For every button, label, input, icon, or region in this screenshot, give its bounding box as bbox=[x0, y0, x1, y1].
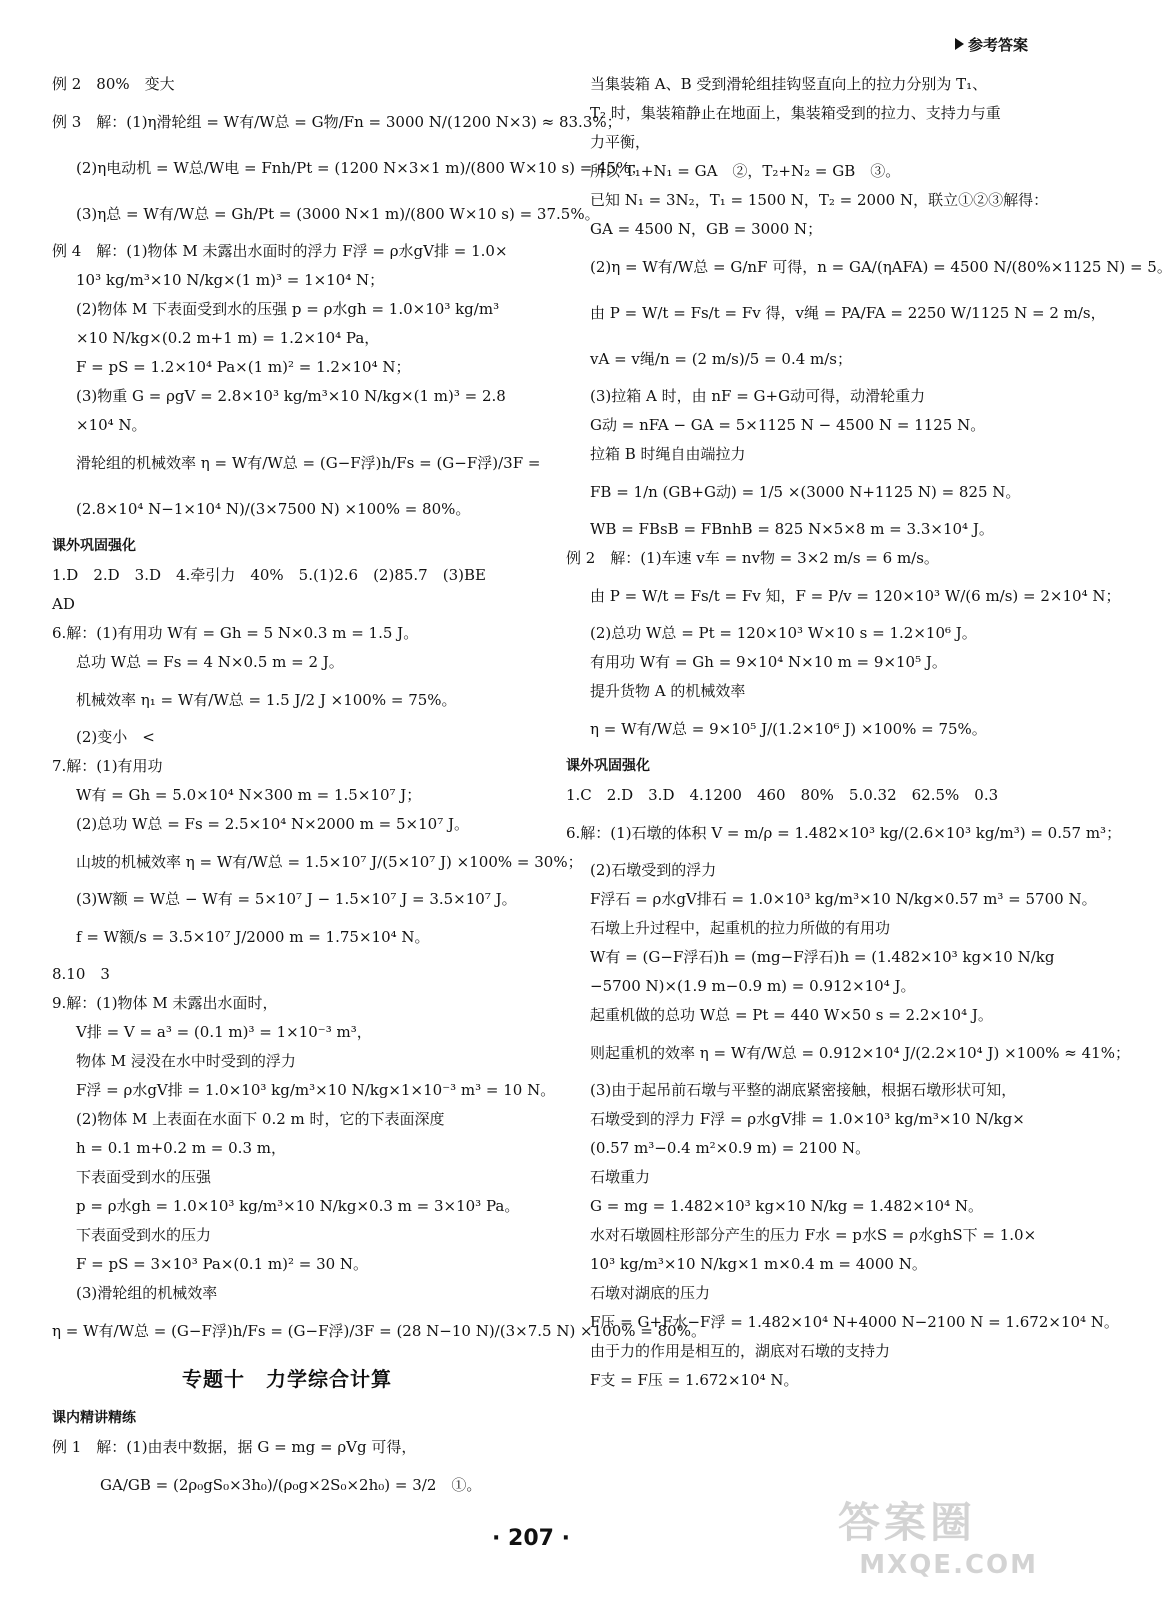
text-line: 提升货物 A 的机械效率 bbox=[590, 682, 746, 700]
text-line: 10³ kg/m³×10 N/kg×(1 m)³ = 1×10⁴ N； bbox=[76, 271, 385, 289]
text-line: 课内精讲精练 bbox=[52, 1410, 136, 1426]
text-line: 由 P = W/t = Fs/t = Fv 得，v绳 = PA/FA = 2250 W/1125 N = 2 m/s， bbox=[590, 304, 1106, 322]
text-line: G = mg = 1.482×10³ kg×10 N/kg = 1.482×10⁴ N。 bbox=[590, 1197, 983, 1215]
text-line: W有 = (G−F浮石)h = (mg−F浮石)h = (1.482×10³ kg×10 N/kg bbox=[590, 948, 1055, 966]
watermark-text-top: 答案圈 bbox=[838, 1498, 977, 1547]
text-line: (2)物体 M 上表面在水面下 0.2 m 时，它的下表面深度 bbox=[76, 1110, 445, 1128]
text-line: V排 = V = a³ = (0.1 m)³ = 1×10⁻³ m³， bbox=[76, 1023, 372, 1041]
text-line: 10³ kg/m³×10 N/kg×1 m×0.4 m = 4000 N。 bbox=[590, 1255, 927, 1273]
text-line: 例 4 解：(1)物体 M 未露出水面时的浮力 F浮 = ρ水gV排 = 1.0× bbox=[52, 242, 508, 260]
text-line: 石墩对湖底的压力 bbox=[590, 1284, 711, 1302]
text-line: T₂ 时，集装箱静止在地面上，集装箱受到的拉力、支持力与重 bbox=[590, 104, 1001, 122]
text-line: (3)拉箱 A 时，由 nF = G+G动可得，动滑轮重力 bbox=[590, 387, 926, 405]
text-line: GA = 4500 N，GB = 3000 N； bbox=[590, 220, 823, 238]
text-line: 由于力的作用是相互的，湖底对石墩的支持力 bbox=[590, 1342, 891, 1360]
text-line: (2)η = W有/W总 = G/nF 可得，n = GA/(ηAFA) = 4500 N/(80%×1125 N) = 5。 bbox=[590, 258, 1172, 276]
text-line: 例 3 解：(1)η滑轮组 = W有/W总 = G物/Fn = 3000 N/(1200 N×3) ≈ 83.3%； bbox=[52, 113, 622, 131]
watermark-text-bottom: MXQE.COM bbox=[859, 1550, 1038, 1580]
text-line: (2)总功 W总 = Pt = 120×10³ W×10 s = 1.2×10⁶ J。 bbox=[590, 624, 977, 642]
text-line: 山坡的机械效率 η = W有/W总 = 1.5×10⁷ J/(5×10⁷ J) ×100% = 30%； bbox=[76, 853, 583, 871]
text-line: (3)滑轮组的机械效率 bbox=[76, 1284, 218, 1302]
text-line: 机械效率 η₁ = W有/W总 = 1.5 J/2 J ×100% = 75%。 bbox=[76, 691, 457, 709]
text-line: η = W有/W总 = 9×10⁵ J/(1.2×10⁶ J) ×100% = 75%。 bbox=[590, 720, 987, 738]
text-line: 1.D 2.D 3.D 4.牵引力 40% 5.(1)2.6 (2)85.7 (3)BE bbox=[52, 566, 486, 584]
text-line: 例 2 80% 变大 bbox=[52, 75, 175, 93]
text-line: 下表面受到水的压强 bbox=[76, 1168, 212, 1186]
text-line: F支 = F压 = 1.672×10⁴ N。 bbox=[590, 1371, 799, 1389]
text-line: p = ρ水gh = 1.0×10³ kg/m³×10 N/kg×0.3 m = 3×10³ Pa。 bbox=[76, 1197, 520, 1215]
text-line: 7.解：(1)有用功 bbox=[52, 757, 163, 775]
text-line: (3)由于起吊前石墩与平整的湖底紧密接触，根据石墩形状可知， bbox=[590, 1081, 1017, 1099]
text-line: 6.解：(1)有用功 W有 = Gh = 5 N×0.3 m = 1.5 J。 bbox=[52, 624, 419, 642]
page-number: · 207 · bbox=[492, 1526, 570, 1551]
text-line: 总功 W总 = Fs = 4 N×0.5 m = 2 J。 bbox=[76, 653, 344, 671]
header-label-container bbox=[955, 34, 1028, 55]
right-lines bbox=[566, 70, 1172, 1395]
text-line: 拉箱 B 时绳自由端拉力 bbox=[590, 445, 746, 463]
text-line: (2)η电动机 = W总/W电 = Fnh/Pt = (1200 N×3×1 m)/(800 W×10 s) = 45%； bbox=[76, 159, 646, 177]
text-line: 6.解：(1)石墩的体积 V = m/ρ = 1.482×10³ kg/(2.6×10³ kg/m³) = 0.57 m³； bbox=[566, 824, 1122, 842]
text-line: 石墩上升过程中，起重机的拉力所做的有用功 bbox=[590, 919, 891, 937]
text-line: AD bbox=[52, 595, 75, 613]
watermark-logo bbox=[838, 1490, 1038, 1590]
text-line: (3)物重 G = ρgV = 2.8×10³ kg/m³×10 N/kg×(1 m)³ = 2.8 bbox=[76, 387, 506, 405]
text-line: 已知 N₁ = 3N₂，T₁ = 1500 N，T₂ = 2000 N，联立①②③解得： bbox=[590, 191, 1049, 209]
text-line: 1.C 2.D 3.D 4.1200 460 80% 5.0.32 62.5% 0.3 bbox=[566, 786, 999, 804]
text-line: FB = 1/n (GB+G动) = 1/5 ×(3000 N+1125 N) = 825 N。 bbox=[590, 483, 1021, 501]
text-line: 课外巩固强化 bbox=[566, 758, 650, 774]
triangle-right-icon bbox=[955, 38, 964, 50]
text-line: ×10 N/kg×(0.2 m+1 m) = 1.2×10⁴ Pa， bbox=[76, 329, 380, 347]
text-line: 8.10 3 bbox=[52, 965, 110, 983]
text-line: 例 2 解：(1)车速 v车 = nv物 = 3×2 m/s = 6 m/s。 bbox=[566, 549, 939, 567]
text-line: 所以 T₁+N₁ = GA ②，T₂+N₂ = GB ③。 bbox=[590, 162, 901, 180]
text-line: 力平衡， bbox=[590, 133, 651, 151]
section-title: 专题十 力学综合计算 bbox=[182, 1367, 392, 1391]
text-line: 滑轮组的机械效率 η = W有/W总 = (G−F浮)h/Fs = (G−F浮)/3F = bbox=[76, 454, 541, 472]
text-line: 起重机做的总功 W总 = Pt = 440 W×50 s = 2.2×10⁴ J。 bbox=[590, 1006, 993, 1024]
text-line: 物体 M 浸没在水中时受到的浮力 bbox=[76, 1052, 296, 1070]
left-bottom-lines bbox=[52, 1404, 522, 1508]
text-line: (2.8×10⁴ N−1×10⁴ N)/(3×7500 N) ×100% = 80%。 bbox=[76, 500, 471, 518]
text-line: 下表面受到水的压力 bbox=[76, 1226, 212, 1244]
text-line: (0.57 m³−0.4 m²×0.9 m) = 2100 N。 bbox=[590, 1139, 871, 1157]
text-line: GA/GB = (2ρ₀gS₀×3h₀)/(ρ₀g×2S₀×2h₀) = 3/2 ①。 bbox=[100, 1476, 482, 1494]
text-line: (2)总功 W总 = Fs = 2.5×10⁴ N×2000 m = 5×10⁷ J。 bbox=[76, 815, 469, 833]
text-line: vA = v绳/n = (2 m/s)/5 = 0.4 m/s； bbox=[590, 350, 852, 368]
text-line: W有 = Gh = 5.0×10⁴ N×300 m = 1.5×10⁷ J； bbox=[76, 786, 422, 804]
text-line: 例 1 解：(1)由表中数据，据 G = mg = ρVg 可得， bbox=[52, 1438, 417, 1456]
text-line: 由 P = W/t = Fs/t = Fv 知，F = P/v = 120×10³ W/(6 m/s) = 2×10⁴ N； bbox=[590, 587, 1121, 605]
text-line: η = W有/W总 = (G−F浮)h/Fs = (G−F浮)/3F = (28 N−10 N)/(3×7.5 N) ×100% = 80%。 bbox=[52, 1322, 706, 1340]
text-line: 石墩受到的浮力 F浮 = ρ水gV排 = 1.0×10³ kg/m³×10 N/kg× bbox=[590, 1110, 1025, 1128]
text-line: 石墩重力 bbox=[590, 1168, 651, 1186]
text-line: F压 = G+F水−F浮 = 1.482×10⁴ N+4000 N−2100 N = 1.672×10⁴ N。 bbox=[590, 1313, 1119, 1331]
text-line: 有用功 W有 = Gh = 9×10⁴ N×10 m = 9×10⁵ J。 bbox=[590, 653, 947, 671]
text-line: (3)η总 = W有/W总 = Gh/Pt = (3000 N×1 m)/(800 W×10 s) = 37.5%。 bbox=[76, 205, 600, 223]
text-line: −5700 N)×(1.9 m−0.9 m) = 0.912×10⁴ J。 bbox=[590, 977, 916, 995]
text-line: 9.解：(1)物体 M 未露出水面时， bbox=[52, 994, 278, 1012]
text-line: 课外巩固强化 bbox=[52, 538, 136, 554]
text-line: (3)W额 = W总 − W有 = 5×10⁷ J − 1.5×10⁷ J = 3.5×10⁷ J。 bbox=[76, 890, 517, 908]
text-line: f = W额/s = 3.5×10⁷ J/2000 m = 1.75×10⁴ N。 bbox=[76, 928, 430, 946]
text-line: ×10⁴ N。 bbox=[76, 416, 147, 434]
text-line: F浮石 = ρ水gV排石 = 1.0×10³ kg/m³×10 N/kg×0.57 m³ = 5700 N。 bbox=[590, 890, 1097, 908]
text-line: 则起重机的效率 η = W有/W总 = 0.912×10⁴ J/(2.2×10⁴ J) ×100% ≈ 41%； bbox=[590, 1044, 1130, 1062]
text-line: F浮 = ρ水gV排 = 1.0×10³ kg/m³×10 N/kg×1×10⁻³ m³ = 10 N。 bbox=[76, 1081, 556, 1099]
text-line: (2)物体 M 下表面受到水的压强 p = ρ水gh = 1.0×10³ kg/m³ bbox=[76, 300, 500, 318]
text-line: 水对石墩圆柱形部分产生的压力 F水 = p水S = ρ水ghS下 = 1.0× bbox=[590, 1226, 1037, 1244]
header-label: 参考答案 bbox=[967, 36, 1028, 54]
text-line: h = 0.1 m+0.2 m = 0.3 m， bbox=[76, 1139, 286, 1157]
text-line: F = pS = 3×10³ Pa×(0.1 m)² = 30 N。 bbox=[76, 1255, 369, 1273]
text-line: (2)石墩受到的浮力 bbox=[590, 861, 717, 879]
text-line: F = pS = 1.2×10⁴ Pa×(1 m)² = 1.2×10⁴ N； bbox=[76, 358, 411, 376]
text-line: G动 = nFA − GA = 5×1125 N − 4500 N = 1125 N。 bbox=[590, 416, 986, 434]
text-line: WB = FBsB = FBnhB = 825 N×5×8 m = 3.3×10⁴ J。 bbox=[590, 520, 994, 538]
text-line: (2)变小 < bbox=[76, 728, 155, 746]
text-line: 当集装箱 A、B 受到滑轮组挂钩竖直向上的拉力分别为 T₁、 bbox=[590, 75, 988, 93]
right-column bbox=[566, 70, 1172, 1395]
